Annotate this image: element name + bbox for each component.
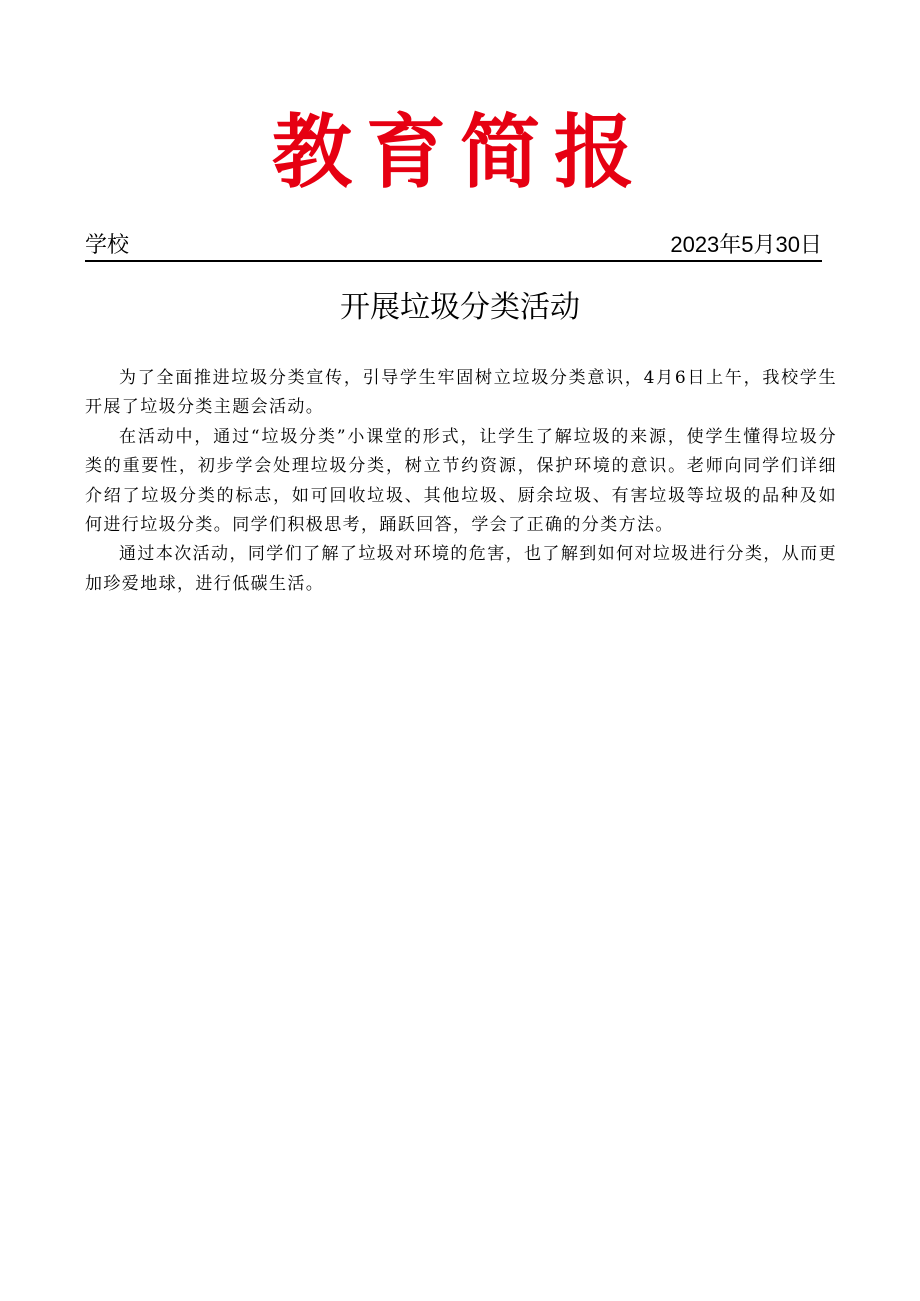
newsletter-masthead: 教育简报: [272, 105, 648, 199]
dateline: [85, 230, 822, 262]
article-headline: 开展垃圾分类活动: [340, 290, 580, 325]
article-body: [85, 364, 837, 599]
school-label: 学校: [85, 232, 130, 257]
article-paragraph: 在活动中，通过“垃圾分类”小课堂的形式，让学生了解垃圾的来源，使学生懂得垃圾分类的重要性，初步学会处理垃圾分类，树立节约资源，保护环境的意识。老师向同学们详细介绍了垃圾分类的标志，如可回收垃圾、其他垃圾、厨余垃圾、有害垃圾等垃圾的品种及如何进行垃圾分类。同学们积极思考，踊跃回答，学会了正确的分类方法。: [85, 426, 837, 536]
article-paragraph: 通过本次活动，同学们了解了垃圾对环境的危害，也了解到如何对垃圾进行分类，从而更加珍爱地球，进行低碳生活。: [85, 544, 837, 594]
article-paragraph: 为了全面推进垃圾分类宣传，引导学生牢固树立垃圾分类意识，4月6日上午，我校学生开展了垃圾分类主题会活动。: [85, 368, 837, 418]
issue-date: 2023年5月30日: [670, 232, 822, 257]
